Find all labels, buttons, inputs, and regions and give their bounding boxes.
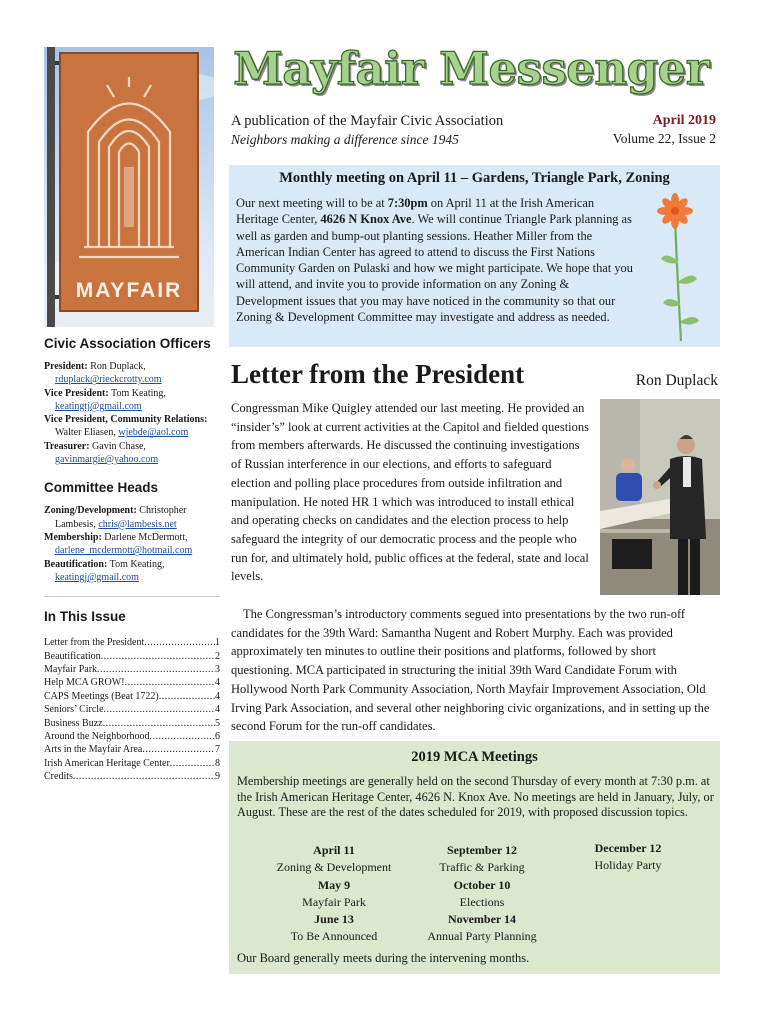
letter-paragraph: The Congressman’s introductory comments segued into presentations by the two run-off candidates for the 39th Ward: Samantha Nugent and Robert Murphy. Each was provided approximately ten minutes to outline their positions and platforms, followed by short questioning. MCA participated in structuring the initial 39th Ward Candidate Forum with Hollywood North Park Community Association, North Mayfair Improvement Association, Old Irving Park Association, and several other neighboring civic organizations, and in setting up the second Forum for the run-off candidates. [231, 607, 710, 734]
toc-leader [97, 663, 215, 676]
committee-role: Zoning/Development: [44, 505, 137, 517]
committee-entry [44, 558, 220, 585]
meeting-photo-illustration [600, 399, 720, 595]
letter-author: Ron Duplack [635, 372, 718, 389]
mca-meetings-intro: Membership meetings are generally held on the second Thursday of every month at 7:30 p.m. at the Irish American Heritage Center, 4626 N. Knox Ave. No meetings are held in January, July, or August. These are the rest of the dates scheduled for 2019, with proposed discussion topics. [237, 774, 714, 820]
meeting-date: September 12 [446, 843, 518, 857]
toc-entry-page: 2 [215, 650, 220, 662]
meeting-photo [600, 399, 720, 595]
toc-entry-title: Business Buzz [44, 717, 103, 729]
toc-entry-page: 4 [215, 677, 220, 689]
letter-title: Letter from the President [231, 359, 525, 389]
meeting-date: November 14 [447, 912, 517, 927]
officer-entry [44, 387, 220, 414]
officer-name: Gavin Chase, [92, 440, 146, 452]
toc-entry[interactable] [44, 676, 220, 689]
meeting-topic: To Be Announced [290, 929, 378, 944]
issue-date: April 2019 [652, 113, 716, 128]
mca-meetings-title: 2019 MCA Meetings [411, 749, 538, 765]
officer-name: Ron Duplack, [90, 361, 146, 372]
toc-entry-title: Irish American Heritage Center [44, 757, 170, 769]
toc-leader [104, 703, 215, 716]
toc-entry-page: 5 [215, 717, 220, 729]
officer-role: Vice President, Community Relations: [44, 414, 208, 426]
committee-list [44, 504, 220, 584]
officer-email-link[interactable]: gavinmargie@yahoo.com [55, 454, 159, 466]
issue-volume: Volume 22, Issue 2 [612, 131, 716, 146]
banner-illustration [44, 47, 214, 327]
meeting-topic: Traffic & Parking [439, 860, 525, 875]
officer-entry [44, 440, 220, 467]
officer-email-link[interactable]: wjebde@aol.com [118, 427, 189, 439]
toc-list [44, 636, 220, 783]
officer-entry [44, 360, 220, 387]
toc-leader [142, 743, 215, 756]
officer-email-link[interactable]: keatingtj@gmail.com [55, 400, 142, 412]
meeting-date: April 11 [313, 843, 355, 857]
toc-leader [73, 770, 215, 783]
toc-entry[interactable] [44, 663, 220, 676]
banner-sign-text: MAYFAIR [75, 279, 183, 302]
meeting-topic: Elections [459, 894, 505, 909]
toc-entry[interactable] [44, 650, 220, 663]
monthly-meeting-box [229, 165, 720, 347]
meeting-topic: Mayfair Park [302, 894, 366, 909]
meeting-body [236, 195, 636, 325]
toc-entry[interactable] [44, 730, 220, 743]
toc-entry[interactable] [44, 690, 220, 703]
toc-entry-title: Arts in the Mayfair Area [44, 744, 143, 756]
toc-entry-title: Beautification [44, 650, 101, 662]
officer-entry [44, 413, 220, 440]
mayfair-banner-photo [44, 47, 214, 327]
toc-leader [125, 676, 215, 689]
toc-leader [170, 757, 215, 770]
meeting-text: . We will continue Triangle Park planning as well as garden and bump-out planting sessions. Heather Miller from the American Indian Center has agreed to attend to discuss the First Nations Community Garden on Pulaski and how we might participate. We hope that you will attend, and invite you to provide information on any Zoning & Development issues that you may have noticed in the community so that our Zoning & Development Committee may investigate and address as needed. [236, 212, 633, 325]
committee-role: Beautification: [44, 558, 108, 570]
mca-meetings-footer: Our Board generally meets during the intervening months. [237, 951, 530, 965]
toc-entry-title: Mayfair Park [44, 663, 98, 675]
meeting-text: on April 11 at the Irish American Heritage Center, [236, 196, 595, 227]
committee-name: Tom Keating, [109, 558, 165, 570]
toc-leader [103, 717, 215, 730]
toc-entry[interactable] [44, 757, 220, 770]
letter-paragraph: Congressman Mike Quigley attended our last meeting. He provided an “insider’s” look at current activities at the Capitol and fielded questions from members afterwards. He discussed the continuing investigations of Russian interference in our elections, and efforts to safeguard election and polling place procedures from outside infiltration and manipulation. He noted HR 1 which was introduced to install ethical and operating checks on candidates and the election process to help safeguard the integrity of our democratic process and the people who run for, and ultimately hold, public offices at the federal, state and local levels. [231, 401, 590, 584]
officer-email-link[interactable]: rduplack@rieckcrotty.com [55, 374, 162, 386]
sidebar-divider [44, 596, 220, 597]
toc-leader [159, 690, 215, 703]
committee-role: Membership: [44, 531, 102, 543]
meeting-address: 4626 N Knox Ave [320, 212, 412, 227]
meeting-time: 7:30pm [387, 196, 428, 210]
committee-heading: Committee Heads [44, 480, 159, 496]
officers-list [44, 360, 220, 466]
officer-name: Walter Eliasen, [55, 427, 116, 439]
toc-entry-title: Letter from the President [44, 637, 145, 649]
toc-entry[interactable] [44, 717, 220, 730]
toc-entry-page: 4 [215, 704, 220, 716]
toc-entry-page: 8 [215, 757, 220, 769]
meeting-schedule-column [553, 840, 703, 875]
meeting-date: June 13 [314, 912, 354, 927]
officers-heading: Civic Association Officers [44, 336, 211, 351]
meeting-topic: Annual Party Planning [427, 929, 537, 944]
toc-entry-title: Credits [44, 771, 73, 783]
meeting-topic: Holiday Party [594, 858, 662, 873]
newsletter-title: Mayfair Messenger [233, 42, 709, 95]
officer-role: Treasurer: [44, 440, 90, 452]
tagline: Neighbors making a difference since 1945 [231, 132, 459, 147]
meeting-title: Monthly meeting on April 11 – Gardens, Triangle Park, Zoning [279, 170, 670, 186]
toc-entry[interactable] [44, 703, 220, 716]
committee-email-link[interactable]: darlene_mcdermott@hotmail.com [55, 545, 193, 557]
toc-entry-title: Help MCA GROW! [44, 677, 125, 689]
committee-name: Christopher Lambesis, [55, 505, 187, 530]
meeting-topic: Zoning & Development [276, 860, 392, 875]
toc-entry[interactable] [44, 770, 220, 783]
officer-name: Tom Keating, [111, 387, 166, 399]
toc-entry-title: Seniors’ Circle [44, 704, 104, 716]
toc-leader [144, 636, 215, 649]
toc-entry-page: 1 [215, 637, 220, 649]
committee-name: Darlene McDermott, [104, 531, 188, 543]
committee-email-link[interactable]: keatingj@gmail.com [55, 571, 139, 583]
toc-entry-page: 4 [215, 690, 220, 702]
flower-icon [647, 191, 713, 345]
toc-entry-page: 7 [215, 744, 220, 756]
meeting-schedule-column [254, 842, 414, 946]
meeting-date: May 9 [317, 877, 351, 892]
publication-line: A publication of the Mayfair Civic Association [231, 113, 504, 129]
meeting-date: October 10 [453, 877, 511, 892]
toc-leader [101, 650, 215, 663]
officer-role: President: [44, 361, 88, 372]
officer-role: Vice President: [44, 387, 109, 399]
meeting-text: Our next meeting will to be at [236, 196, 388, 210]
toc-entry-page: 9 [215, 771, 220, 783]
left-sidebar [44, 336, 220, 784]
meeting-schedule-column [407, 842, 557, 946]
toc-heading: In This Issue [44, 609, 126, 625]
toc-entry-title: CAPS Meetings (Beat 1722) [44, 690, 159, 702]
mca-meetings-box [229, 741, 720, 974]
committee-email-link[interactable]: chris@lambesis.net [98, 518, 177, 530]
toc-entry-title: Around the Neighborhood [44, 731, 150, 742]
meeting-date: December 12 [594, 841, 662, 855]
toc-entry[interactable] [44, 743, 220, 756]
toc-entry[interactable] [44, 636, 220, 649]
toc-entry-page: 6 [215, 731, 220, 742]
committee-entry [44, 531, 220, 558]
committee-entry [44, 504, 220, 531]
toc-leader [150, 730, 215, 743]
toc-entry-page: 3 [215, 663, 220, 675]
